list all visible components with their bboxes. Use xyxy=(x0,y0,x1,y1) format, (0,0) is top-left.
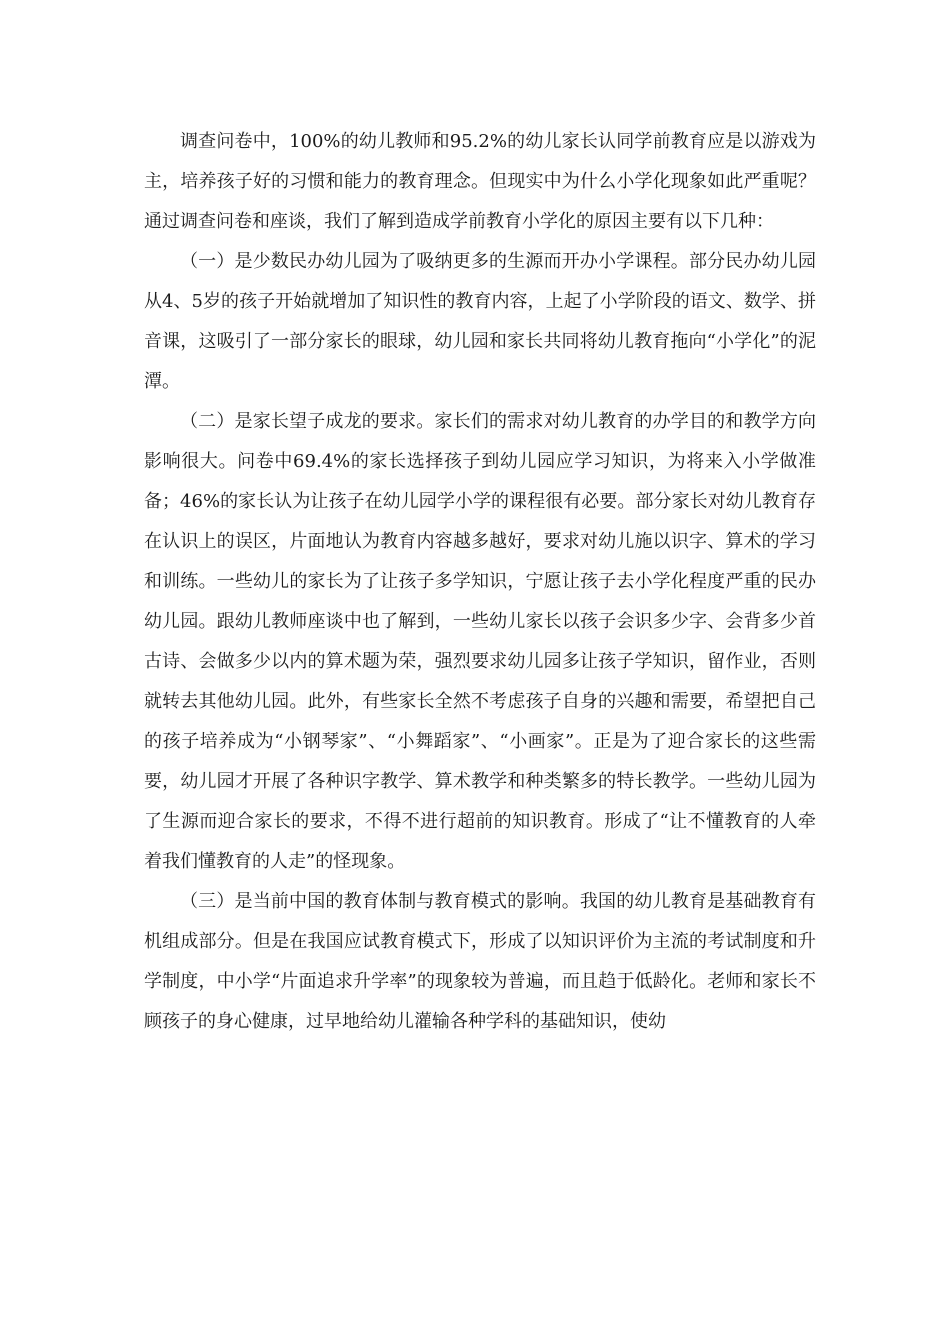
paragraph-reason-three: （三）是当前中国的教育体制与教育模式的影响。我国的幼儿教育是基础教育有机组成部分。但是在我国应试教育模式下，形成了以知识评价为主流的考试制度和升学制度，中小学“片面追求升学率”的现象较为普遍，而且趋于低龄化。老师和家长不顾孩子的身心健康，过早地给幼儿灌输各种学科的基础知识，使幼 xyxy=(144,891,816,1032)
document-body xyxy=(144,122,816,1042)
paragraph-survey-intro: 调查问卷中，100%的幼儿教师和95.2%的幼儿家长认同学前教育应是以游戏为主，培养孩子好的习惯和能力的教育理念。但现实中为什么小学化现象如此严重呢？通过调查问卷和座谈，我们了解到造成学前教育小学化的原因主要有以下几种： xyxy=(144,131,816,232)
paragraph-reason-two: （二）是家长望子成龙的要求。家长们的需求对幼儿教育的办学目的和教学方向影响很大。问卷中69.4%的家长选择孩子到幼儿园应学习知识，为将来入小学做准备；46%的家长认为让孩子在幼儿园学小学的课程很有必要。部分家长对幼儿教育存在认识上的误区，片面地认为教育内容越多越好，要求对幼儿施以识字、算术的学习和训练。一些幼儿的家长为了让孩子多学知识，宁愿让孩子去小学化程度严重的民办幼儿园。跟幼儿教师座谈中也了解到，一些幼儿家长以孩子会识多少字、会背多少首古诗、会做多少以内的算术题为荣，强烈要求幼儿园多让孩子学知识，留作业，否则就转去其他幼儿园。此外，有些家长全然不考虑孩子自身的兴趣和需要，希望把自己的孩子培养成为“小钢琴家”、“小舞蹈家”、“小画家”。正是为了迎合家长的这些需要，幼儿园才开展了各种识字教学、算术教学和种类繁多的特长教学。一些幼儿园为了生源而迎合家长的要求，不得不进行超前的知识教育。形成了“让不懂教育的人牵着我们懂教育的人走”的怪现象。 xyxy=(144,411,816,872)
paragraph-reason-one: （一）是少数民办幼儿园为了吸纳更多的生源而开办小学课程。部分民办幼儿园从4、5岁的孩子开始就增加了知识性的教育内容，上起了小学阶段的语文、数学、拼音课，这吸引了一部分家长的眼球，幼儿园和家长共同将幼儿教育拖向“小学化”的泥潭。 xyxy=(144,251,816,392)
